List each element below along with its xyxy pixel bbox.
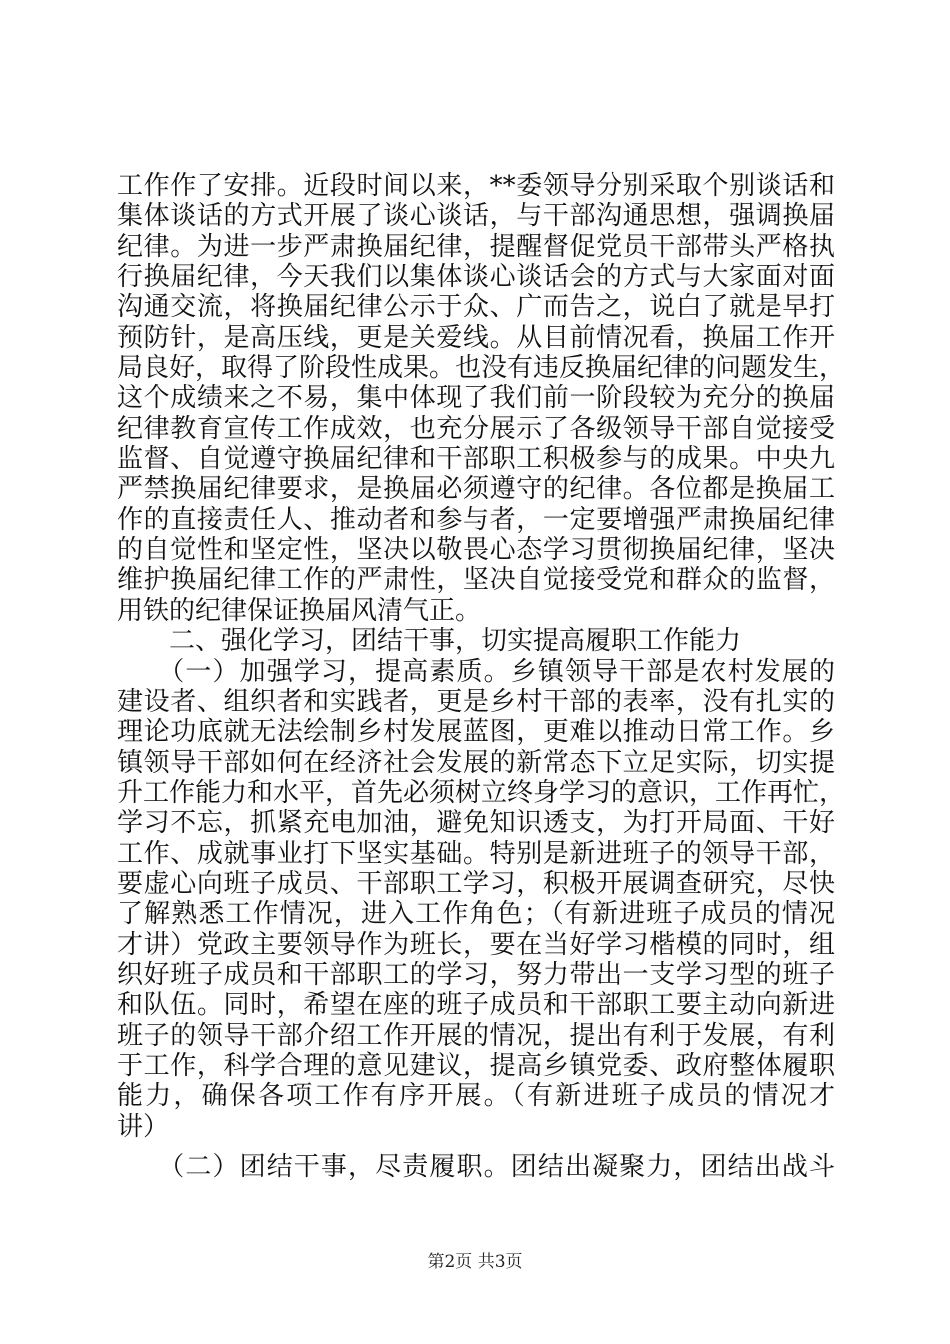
- text-line: 严禁换届纪律要求，是换届必须遵守的纪律。各位都是换届工: [117, 474, 835, 505]
- text-line: 升工作能力和水平，首先必须树立终身学习的意识，工作再忙，: [117, 777, 846, 808]
- text-line: 纪律。为进一步严肃换届纪律，提醒督促党员干部带头严格执: [117, 231, 835, 262]
- text-line: 局良好，取得了阶段性成果。也没有违反换届纪律的问题发生，: [117, 353, 846, 384]
- text-line: 作的直接责任人、推动者和参与者，一定要增强严肃换届纪律: [117, 504, 835, 535]
- text-line: 能力，确保各项工作有序开展。（有新进班子成员的情况才: [117, 1081, 835, 1112]
- text-line: 讲）: [117, 1111, 170, 1142]
- page-footer: 第2页 共3页: [427, 1252, 523, 1272]
- text-line: 班子的领导干部介绍工作开展的情况，提出有利于发展，有利: [117, 1020, 835, 1051]
- text-line: 才讲）党政主要领导作为班长，要在当好学习楷模的同时，组: [117, 929, 835, 960]
- text-line: 维护换届纪律工作的严肃性，坚决自觉接受党和群众的监督，: [117, 565, 835, 596]
- document-body: [117, 171, 846, 1182]
- text-line: 学习不忘，抓紧充电加油，避免知识透支，为打开局面、干好: [117, 808, 835, 839]
- text-line: 建设者、组织者和实践者，更是乡村干部的表率，没有扎实的: [117, 686, 835, 717]
- text-line: 工作、成就事业打下坚实基础。特别是新进班子的领导干部，: [117, 838, 835, 869]
- text-line: 的自觉性和坚定性，坚决以敬畏心态学习贯彻换届纪律，坚决: [117, 535, 835, 566]
- text-line: 织好班子成员和干部职工的学习，努力带出一支学习型的班子: [117, 959, 835, 990]
- text-line: 镇领导干部如何在经济社会发展的新常态下立足实际，切实提: [117, 747, 835, 778]
- text-line: 监督、自觉遵守换届纪律和干部职工积极参与的成果。中央九: [117, 444, 835, 475]
- text-line: 这个成绩来之不易，集中体现了我们前一阶段较为充分的换届: [117, 383, 835, 414]
- text-line: （二）团结干事，尽责履职。团结出凝聚力，团结出战斗: [117, 1152, 835, 1182]
- text-line: 和队伍。同时，希望在座的班子成员和干部职工要主动向新进: [117, 990, 835, 1021]
- text-line: 要虚心向班子成员、干部职工学习，积极开展调查研究，尽快: [117, 868, 835, 899]
- text-line: （一）加强学习，提高素质。乡镇领导干部是农村发展的: [117, 656, 835, 687]
- text-line: 理论功底就无法绘制乡村发展蓝图，更难以推动日常工作。乡: [117, 717, 835, 748]
- text-line: 行换届纪律，今天我们以集体谈心谈话会的方式与大家面对面: [117, 262, 835, 293]
- text-line: 于工作，科学合理的意见建议，提高乡镇党委、政府整体履职: [117, 1050, 835, 1081]
- text-line: 集体谈话的方式开展了谈心谈话，与干部沟通思想，强调换届: [117, 201, 835, 232]
- section-heading: 二、强化学习，团结干事，切实提高履职工作能力: [117, 626, 742, 657]
- text-line: 纪律教育宣传工作成效，也充分展示了各级领导干部自觉接受: [117, 413, 835, 444]
- text-line: 预防针，是高压线，更是关爱线。从目前情况看，换届工作开: [117, 322, 835, 353]
- text-line: 用铁的纪律保证换届风清气正。: [117, 595, 482, 626]
- text-line: 了解熟悉工作情况，进入工作角色；（有新进班子成员的情况: [117, 899, 835, 930]
- text-line: 沟通交流，将换届纪律公示于众、广而告之，说白了就是早打: [117, 292, 835, 323]
- text-line: 工作作了安排。近段时间以来，**委领导分别采取个别谈话和: [117, 171, 835, 201]
